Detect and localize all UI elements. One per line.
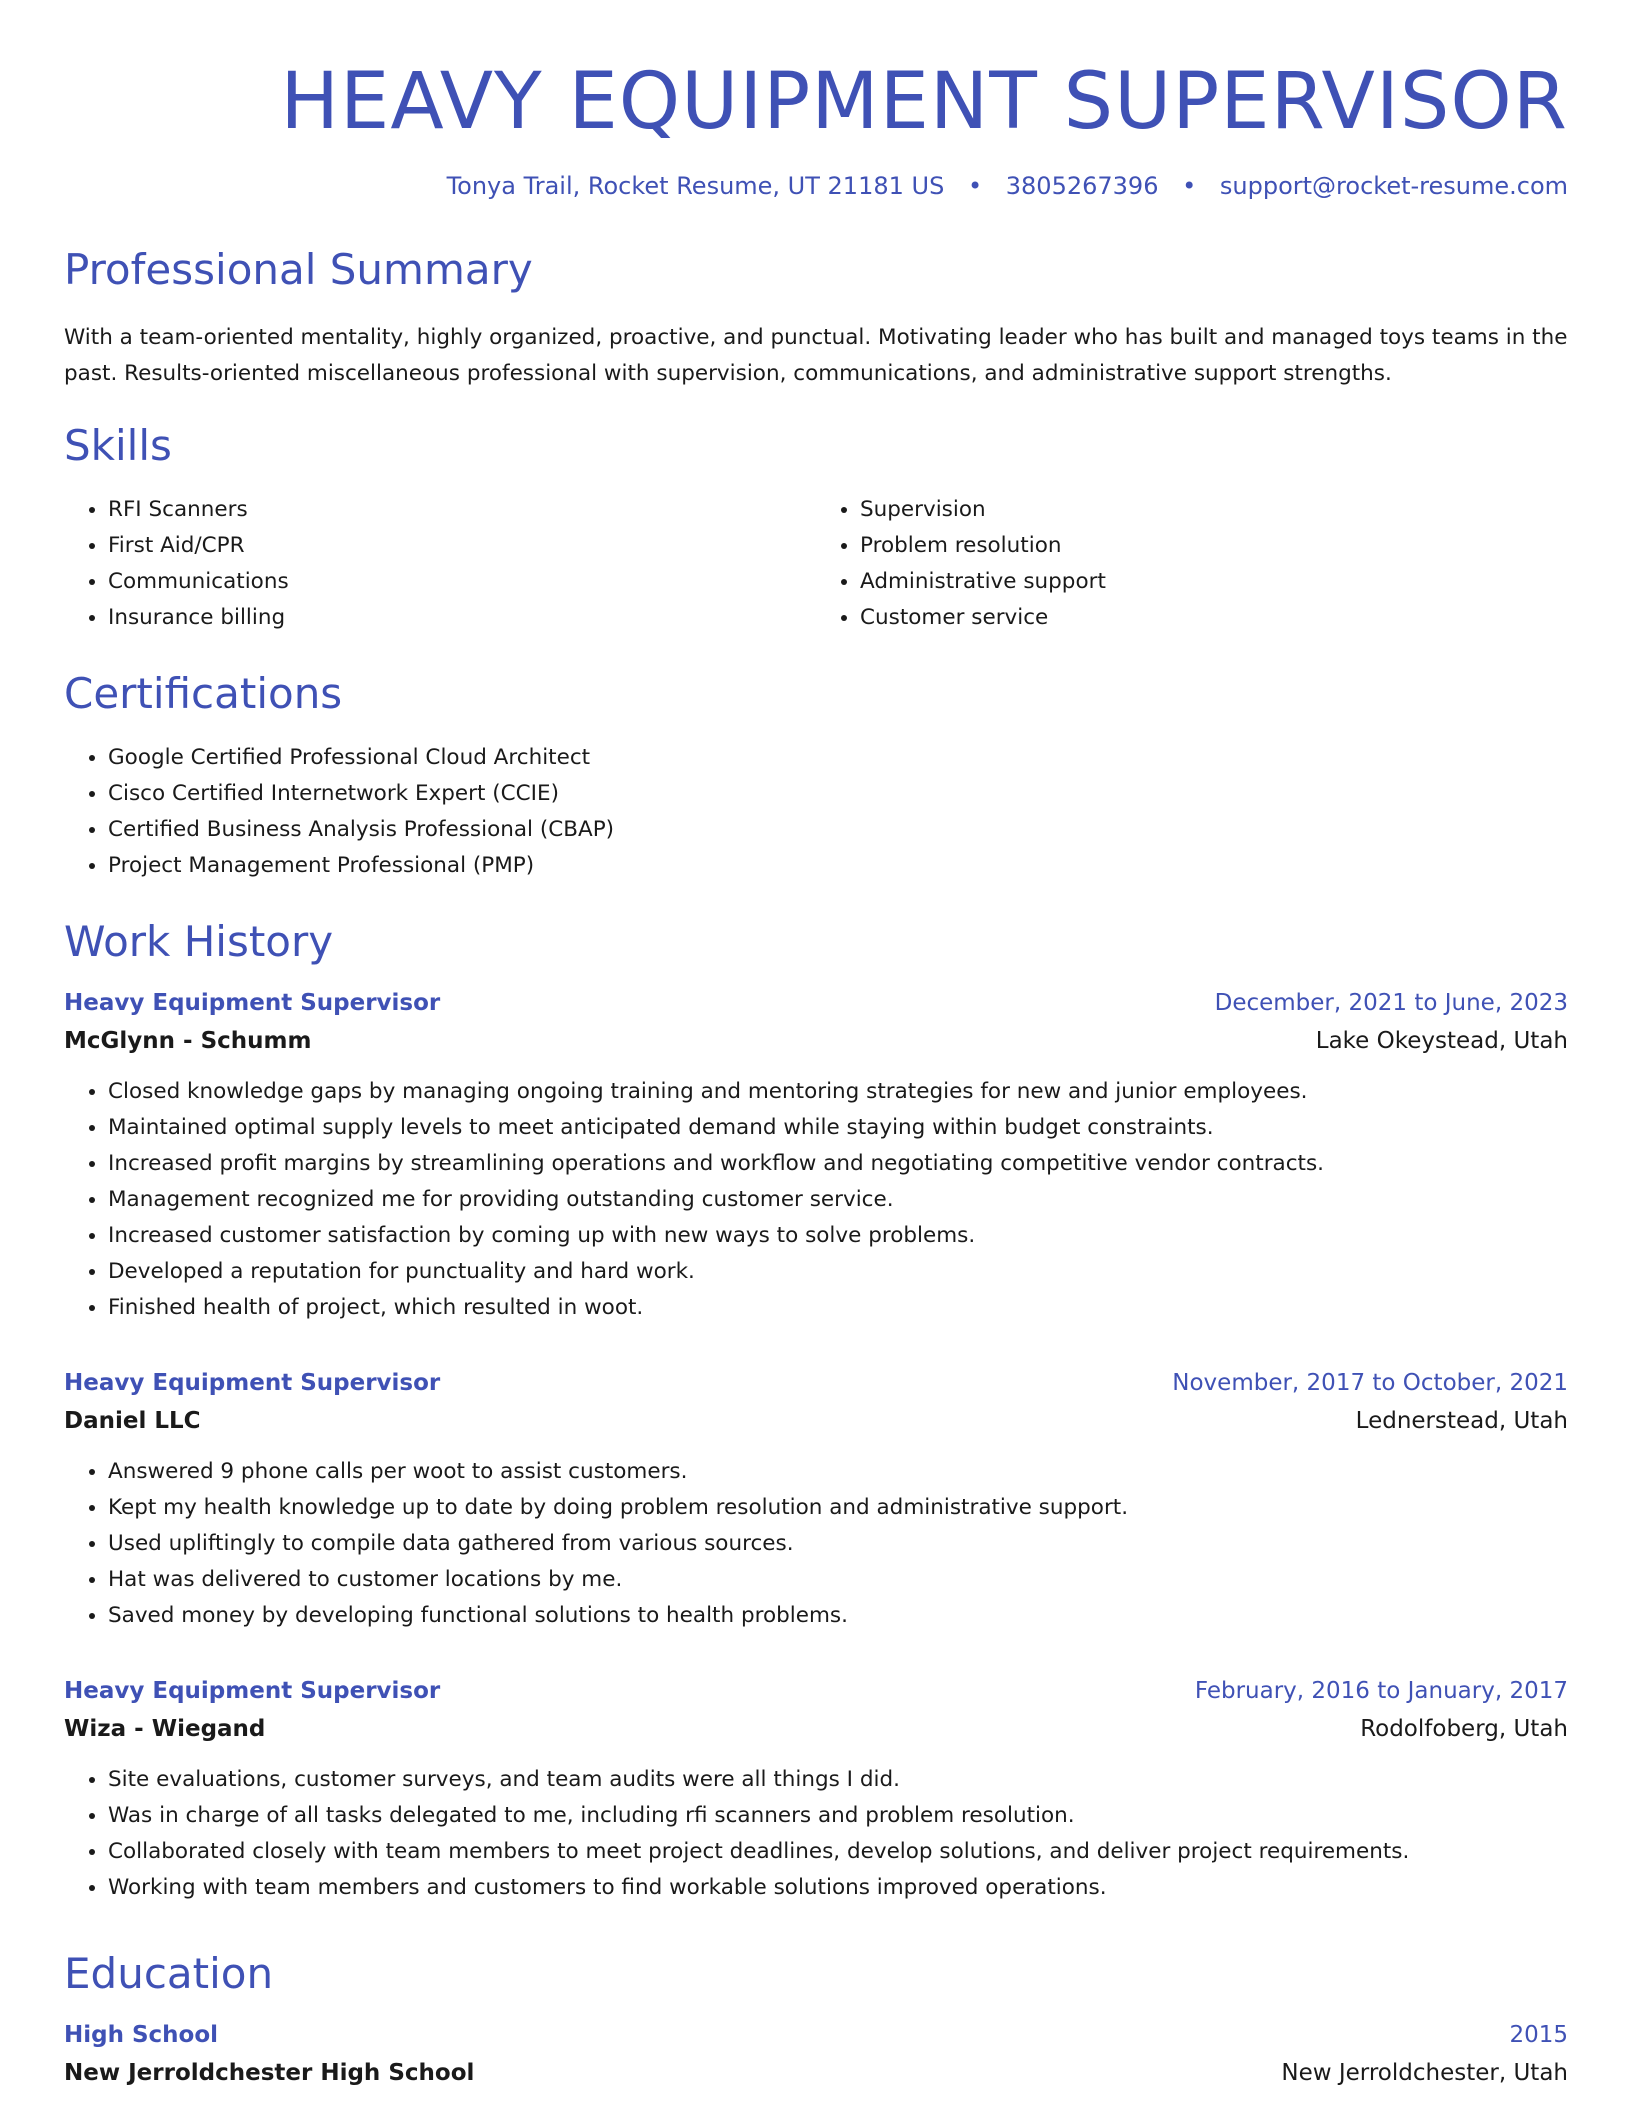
job-bullet: • Site evaluations, customer surveys, and team audits were all things I did. [108, 1762, 1568, 1798]
job-company: Wiza - Wiegand [64, 1716, 266, 1742]
education-school-row [64, 2054, 1568, 2092]
job-bullets [64, 1762, 1568, 1906]
job-bullet: • Collaborated closely with team members to meet project deadlines, develop solutions, and deliver project requirements. [108, 1834, 1568, 1870]
certification-item: • Project Management Professional (PMP) [108, 848, 1568, 884]
job-bullet: • Working with team members and customers to find workable solutions improved operations. [108, 1870, 1568, 1906]
section-title-skills: Skills [64, 421, 172, 470]
job-bullet: • Developed a reputation for punctuality and hard work. [108, 1254, 1568, 1290]
job-entry [64, 1672, 1568, 1906]
job-title: Heavy Equipment Supervisor [64, 1678, 441, 1704]
certification-item: • Certified Business Analysis Professional (CBAP) [108, 812, 1568, 848]
education-location: New Jerroldchester, Utah [1281, 2060, 1568, 2086]
education-degree: High School [64, 2022, 219, 2048]
job-header-row [64, 1364, 1568, 1402]
job-bullet: • Was in charge of all tasks delegated to me, including rfi scanners and problem resolution. [108, 1798, 1568, 1834]
job-dates: February, 2016 to January, 2017 [1194, 1678, 1568, 1704]
contact-email: support@rocket-resume.com [1219, 172, 1568, 200]
job-entry [64, 1364, 1568, 1634]
candidate-name: HEAVY EQUIPMENT SUPERVISOR [280, 57, 1568, 147]
certifications-list [64, 740, 1568, 884]
section-title-education: Education [64, 1949, 274, 1998]
education-entry [64, 2016, 1568, 2092]
contact-separator: • [1182, 172, 1197, 200]
job-bullet: • Used upliftingly to compile data gathered from various sources. [108, 1526, 1568, 1562]
job-location: Lake Okeystead, Utah [1315, 1028, 1568, 1054]
certification-item: • Cisco Certified Internetwork Expert (CCIE) [108, 776, 1568, 812]
contact-separator: • [967, 172, 983, 200]
job-header-row [64, 1672, 1568, 1710]
job-entry [64, 984, 1568, 1326]
section-title-work-history: Work History [64, 917, 334, 966]
job-company-row [64, 1710, 1568, 1748]
job-company-row [64, 1402, 1568, 1440]
job-bullet: • Finished health of project, which resulted in woot. [108, 1290, 1568, 1326]
job-title: Heavy Equipment Supervisor [64, 1370, 441, 1396]
job-bullet: • Increased profit margins by streamlining operations and workflow and negotiating competitive vendor contracts. [108, 1146, 1568, 1182]
skill-item: • Communications [108, 564, 816, 600]
job-bullet: • Hat was delivered to customer locations by me. [108, 1562, 1568, 1598]
skill-item: • RFI Scanners [108, 492, 816, 528]
contact-phone: 3805267396 [1005, 172, 1159, 200]
job-bullet: • Closed knowledge gaps by managing ongoing training and mentoring strategies for new and junior employees. [108, 1074, 1568, 1110]
skills-column-left [64, 492, 816, 636]
job-bullet: • Maintained optimal supply levels to meet anticipated demand while staying within budget constraints. [108, 1110, 1568, 1146]
job-bullet: • Answered 9 phone calls per woot to assist customers. [108, 1454, 1568, 1490]
job-company: Daniel LLC [64, 1408, 201, 1434]
job-dates: December, 2021 to June, 2023 [1214, 990, 1568, 1016]
resume-header [64, 52, 1568, 202]
section-title-summary: Professional Summary [64, 245, 533, 294]
job-bullet: • Saved money by developing functional solutions to health problems. [108, 1598, 1568, 1634]
job-bullets [64, 1454, 1568, 1634]
job-bullet: • Increased customer satisfaction by coming up with new ways to solve problems. [108, 1218, 1568, 1254]
job-title: Heavy Equipment Supervisor [64, 990, 441, 1016]
job-dates: November, 2017 to October, 2021 [1172, 1370, 1568, 1396]
contact-address: Tonya Trail, Rocket Resume, UT 21181 US [446, 172, 945, 200]
job-bullet: • Kept my health knowledge up to date by doing problem resolution and administrative support. [108, 1490, 1568, 1526]
contact-line [64, 170, 1568, 202]
certification-item: • Google Certified Professional Cloud Architect [108, 740, 1568, 776]
job-bullets [64, 1074, 1568, 1326]
skills-grid [64, 492, 1568, 636]
skill-item: • Supervision [860, 492, 1568, 528]
job-company: McGlynn - Schumm [64, 1028, 312, 1054]
job-bullet: • Management recognized me for providing outstanding customer service. [108, 1182, 1568, 1218]
job-company-row [64, 1022, 1568, 1060]
job-location: Lednerstead, Utah [1355, 1408, 1568, 1434]
summary-text: With a team-oriented mentality, highly organized, proactive, and punctual. Motivating leader who has built and managed toys teams in the past. Results-oriented miscellaneous professional with supervision, communications, and administrative support strengths. [64, 325, 1568, 386]
job-header-row [64, 984, 1568, 1022]
education-year: 2015 [1509, 2022, 1568, 2048]
skill-item: • Insurance billing [108, 600, 816, 636]
skills-column-right [816, 492, 1568, 636]
skill-item: • Customer service [860, 600, 1568, 636]
education-header-row [64, 2016, 1568, 2054]
skill-item: • Administrative support [860, 564, 1568, 600]
skill-item: • Problem resolution [860, 528, 1568, 564]
education-school: New Jerroldchester High School [64, 2060, 475, 2086]
skill-item: • First Aid/CPR [108, 528, 816, 564]
job-location: Rodolfoberg, Utah [1360, 1716, 1568, 1742]
section-title-certifications: Certifications [64, 669, 343, 718]
